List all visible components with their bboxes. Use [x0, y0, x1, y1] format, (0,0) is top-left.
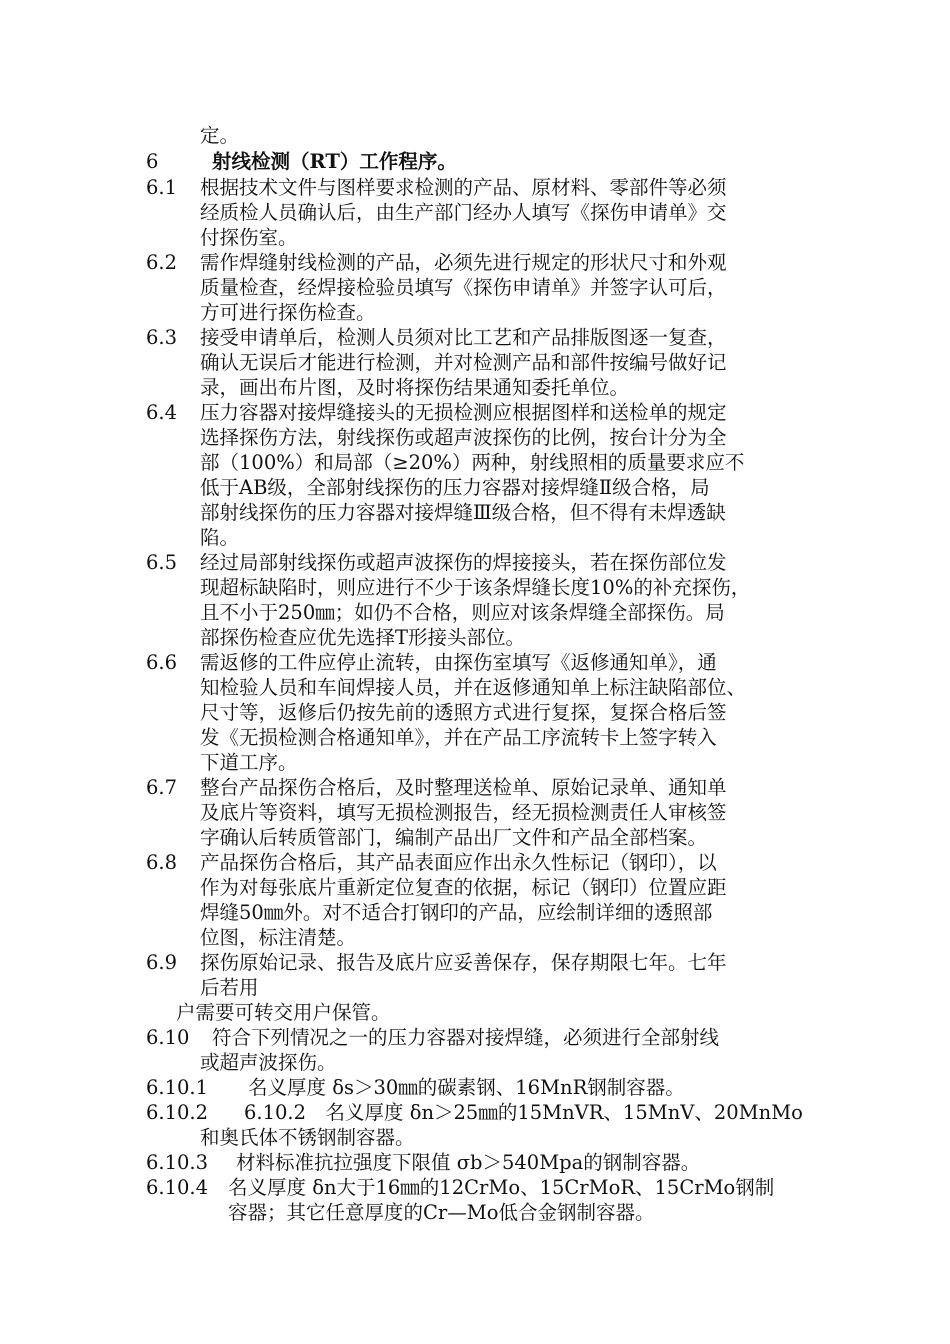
text-line: 付探伤室。 — [200, 226, 298, 249]
section-number: 6.10.4 — [146, 1176, 209, 1199]
text-line: 发《无损检测合格通知单》，并在产品工序流转卡上签字转入 — [200, 726, 717, 749]
text-line: 下道工序。 — [200, 751, 298, 774]
section-number: 6.2 — [146, 251, 178, 274]
text-line: 材料标准抗拉强度下限值 σb＞540Mpa的钢制容器。 — [236, 1151, 701, 1174]
text-line: 知检验人员和车间焊接人员，并在返修通知单上标注缺陷部位、 — [200, 676, 747, 699]
text-line: 方可进行探伤检查。 — [200, 301, 376, 324]
text-line: 定。 — [200, 124, 240, 147]
text-line: 压力容器对接焊缝接头的无损检测应根据图样和送检单的规定 — [200, 401, 727, 424]
text-line: 部射线探伤的压力容器对接焊缝Ⅲ级合格，但不得有未焊透缺 — [200, 501, 726, 524]
section-number: 6.10.3 — [146, 1151, 209, 1174]
section-number: 6.8 — [146, 851, 178, 874]
text-line: 及底片等资料，填写无损检测报告，经无损检测责任人审核签 — [200, 801, 727, 824]
section-number: 6.10.1 — [146, 1076, 209, 1099]
section-number: 6.3 — [146, 326, 178, 349]
text-line: 6.10.2 名义厚度 δn＞25㎜的15MnVR、15MnV、20MnMo — [244, 1101, 803, 1124]
text-line: 容器；其它任意厚度的Cr—Mo低合金钢制容器。 — [228, 1201, 655, 1224]
text-line: 整台产品探伤合格后，及时整理送检单、原始记录单、通知单 — [200, 776, 727, 799]
section-number: 6.10.2 — [146, 1101, 209, 1124]
text-line: 后若用 — [200, 976, 259, 999]
section-heading: 射线检测（RT）工作程序。 — [212, 150, 457, 173]
text-line: 户需要可转交用户保管。 — [176, 1001, 391, 1024]
section-number: 6.1 — [146, 176, 178, 199]
text-line: 部（100%）和局部（≥20%）两种，射线照相的质量要求应不 — [200, 451, 745, 474]
section-number: 6.9 — [146, 951, 178, 974]
text-line: 经过局部射线探伤或超声波探伤的焊接接头，若在探伤部位发 — [200, 551, 727, 574]
text-line: 尺寸等，返修后仍按先前的透照方式进行复探，复探合格后签 — [200, 701, 727, 724]
text-line: 产品探伤合格后，其产品表面应作出永久性标记（钢印），以 — [200, 851, 717, 874]
text-line: 选择探伤方法，射线探伤或超声波探伤的比例，按台计分为全 — [200, 426, 727, 449]
section-number: 6.5 — [146, 551, 178, 574]
text-line: 经质检人员确认后，由生产部门经办人填写《探伤申请单》交 — [200, 201, 727, 224]
text-line: 且不小于250㎜；如仍不合格，则应对该条焊缝全部探伤。局 — [200, 601, 725, 624]
text-line: 和奥氏体不锈钢制容器。 — [200, 1126, 415, 1149]
text-line: 作为对每张底片重新定位复查的依据，标记（钢印）位置应距 — [200, 876, 727, 899]
text-line: 名义厚度 δn大于16㎜的12CrMo、15CrMoR、15CrMo钢制 — [228, 1176, 775, 1199]
text-line: 探伤原始记录、报告及底片应妥善保存，保存期限七年。七年 — [200, 951, 727, 974]
text-line: 陷。 — [200, 526, 240, 549]
text-line: 质量检查，经焊接检验员填写《探伤申请单》并签字认可后， — [200, 276, 727, 299]
text-line: 根据技术文件与图样要求检测的产品、原材料、零部件等必须 — [200, 176, 727, 199]
text-line: 确认无误后才能进行检测，并对检测产品和部件按编号做好记 — [200, 351, 727, 374]
text-line: 或超声波探伤。 — [200, 1051, 337, 1074]
text-line: 名义厚度 δs＞30㎜的碳素钢、16MnR钢制容器。 — [248, 1076, 685, 1099]
text-line: 录，画出布片图，及时将探伤结果通知委托单位。 — [200, 376, 630, 399]
text-line: 符合下列情况之一的压力容器对接焊缝，必须进行全部射线 — [212, 1026, 720, 1049]
text-line: 接受申请单后，检测人员须对比工艺和产品排版图逐一复查， — [200, 326, 727, 349]
section-number: 6.10 — [146, 1026, 190, 1049]
section-number: 6.7 — [146, 776, 178, 799]
section-number: 6.6 — [146, 651, 178, 674]
text-line: 部探伤检查应优先选择T形接头部位。 — [200, 626, 526, 649]
text-line: 低于AB级，全部射线探伤的压力容器对接焊缝Ⅱ级合格，局 — [200, 476, 710, 499]
text-line: 位图，标注清楚。 — [200, 926, 357, 949]
text-line: 需返修的工件应停止流转，由探伤室填写《返修通知单》，通 — [200, 651, 717, 674]
text-line: 现超标缺陷时，则应进行不少于该条焊缝长度10%的补充探伤， — [200, 576, 751, 599]
text-line: 焊缝50㎜外。对不适合打钢印的产品，应绘制详细的透照部 — [200, 901, 713, 924]
text-line: 需作焊缝射线检测的产品，必须先进行规定的形状尺寸和外观 — [200, 251, 727, 274]
section-number: 6 — [146, 150, 159, 173]
section-number: 6.4 — [146, 401, 178, 424]
text-line: 字确认后转质管部门，编制产品出厂文件和产品全部档案。 — [200, 826, 708, 849]
